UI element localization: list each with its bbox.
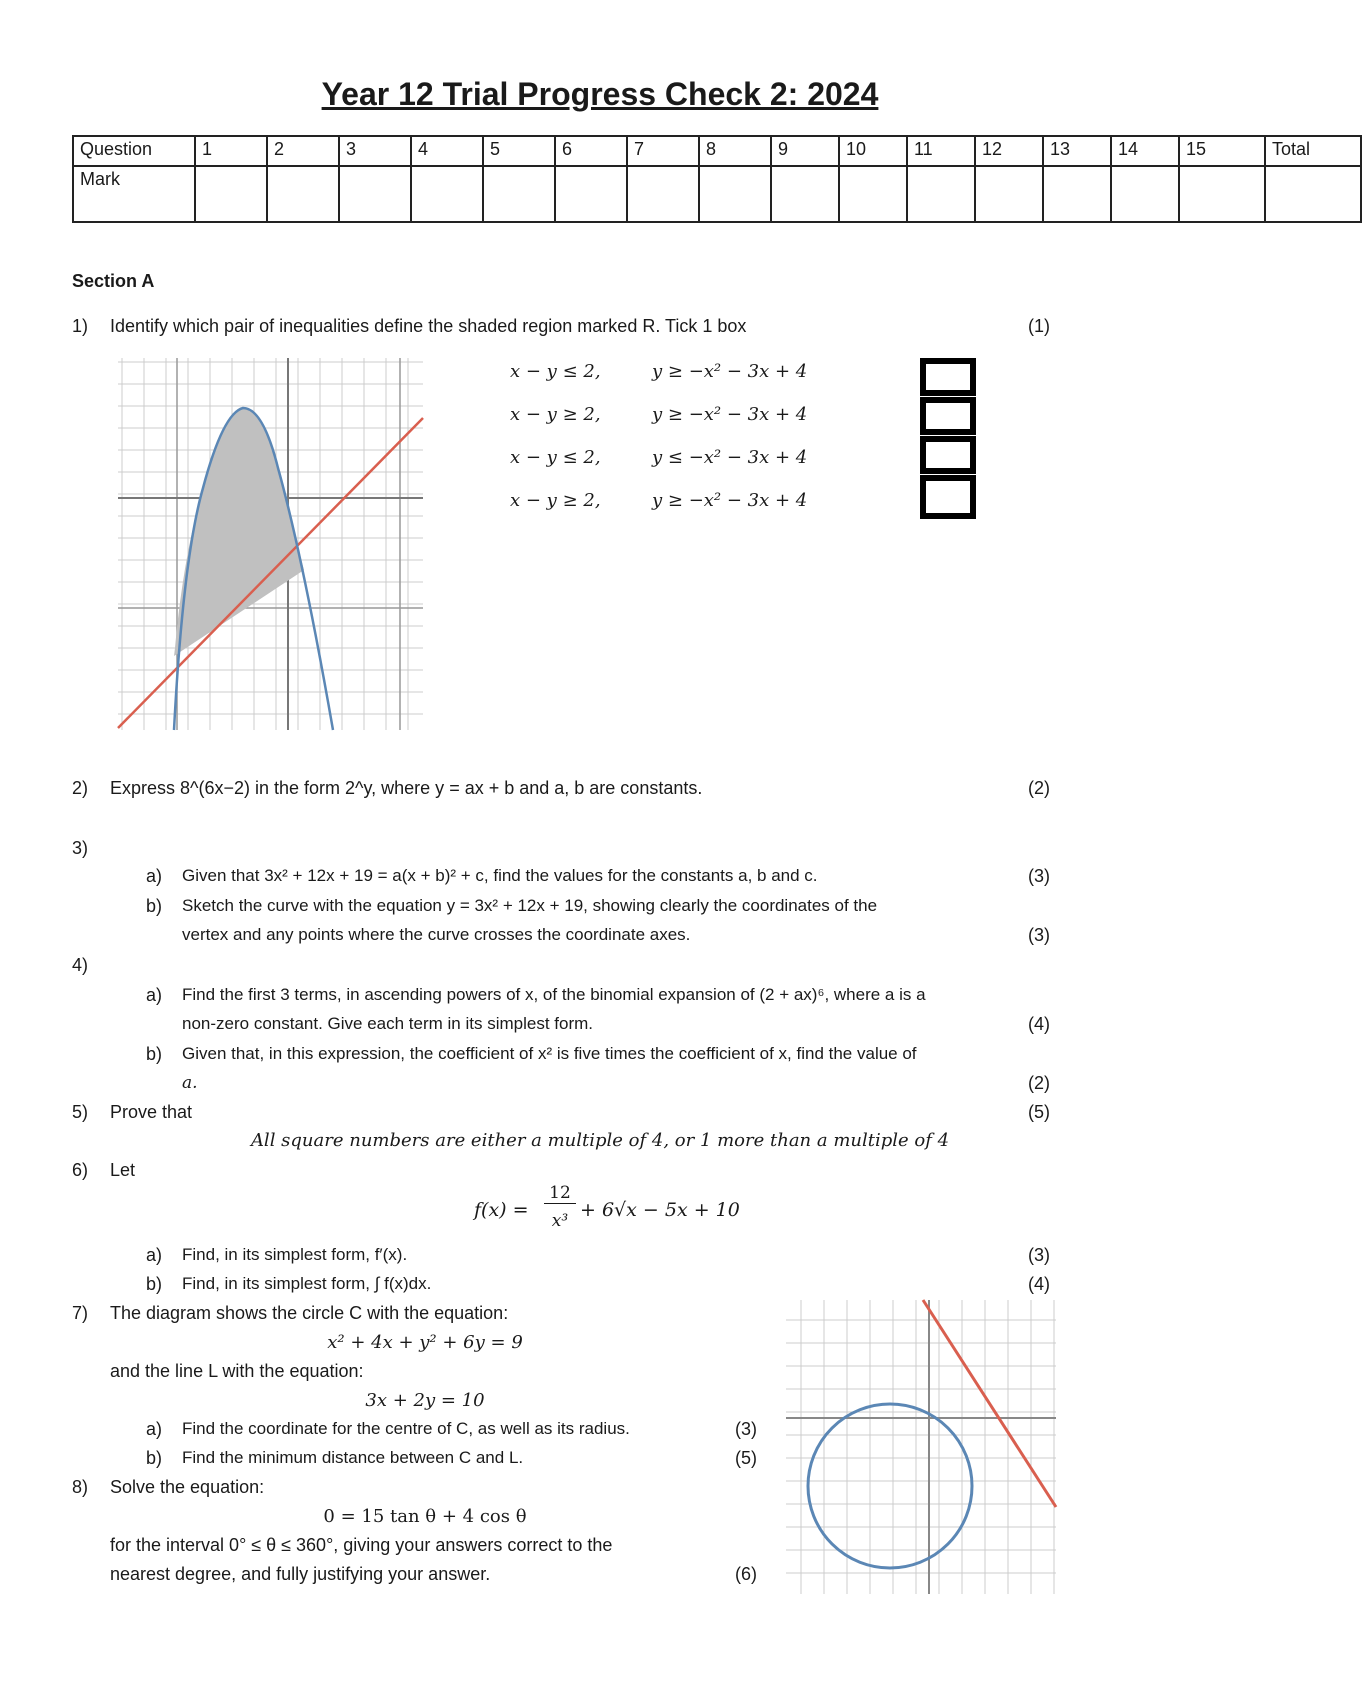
q1-option-4-left: x − y ≥ 2, <box>510 490 601 511</box>
mark-table-header-cell: 4 <box>411 136 483 166</box>
mark-table-header-cell: 14 <box>1111 136 1179 166</box>
section-heading: Section A <box>72 271 155 291</box>
q3-number: 3) <box>72 838 89 858</box>
q4-number: 4) <box>72 955 89 975</box>
mark-table-mark-cell[interactable] <box>771 166 839 222</box>
mark-table-header-cell: 5 <box>483 136 555 166</box>
mark-table-header-cell: 12 <box>975 136 1043 166</box>
q1-graph <box>118 358 423 730</box>
q4a-label: a) <box>146 985 163 1005</box>
q3a-label: a) <box>146 866 163 886</box>
q6-formula-rhs: + 6√x − 5x + 10 <box>580 1199 740 1221</box>
q8-number: 8) <box>72 1477 89 1497</box>
q1-tick-box-3[interactable] <box>920 436 976 474</box>
q4a-text-line1: Find the first 3 terms, in ascending powers of x, of the binomial expansion of (2 + ax)⁶, where a is a <box>182 985 926 1004</box>
q3b-marks: (3) <box>1028 925 1050 945</box>
q2-text: Express 8^(6x−2) in the form 2^y, where y = ax + b and a, b are constants. <box>110 778 703 798</box>
q6-text: Let <box>110 1160 136 1180</box>
mark-table-header-cell: 7 <box>627 136 699 166</box>
q4b-text-line1: Given that, in this expression, the coefficient of x² is five times the coefficient of x, find the value of <box>182 1044 917 1063</box>
q6-fraction-denominator: x³ <box>551 1211 569 1231</box>
q7b-text: Find the minimum distance between C and L. <box>182 1448 524 1467</box>
mark-table-mark-cell[interactable] <box>339 166 411 222</box>
q5-number: 5) <box>72 1102 89 1122</box>
q6a-marks: (3) <box>1028 1245 1050 1265</box>
mark-table-header-cell: 15 <box>1179 136 1265 166</box>
q4a-text-line2: non-zero constant. Give each term in its simplest form. <box>182 1014 593 1033</box>
q1-option-1-left: x − y ≤ 2, <box>510 361 601 382</box>
q1-tick-box-4[interactable] <box>920 475 976 519</box>
q8-marks: (6) <box>735 1564 757 1584</box>
mark-table-mark-cell[interactable] <box>627 166 699 222</box>
q6-number: 6) <box>72 1160 89 1180</box>
q1-marks: (1) <box>1028 316 1050 336</box>
q6b-label: b) <box>146 1274 163 1294</box>
mark-table-mark-cell[interactable] <box>699 166 771 222</box>
q7b-label: b) <box>146 1448 163 1468</box>
mark-table-header-cell: 2 <box>267 136 339 166</box>
mark-table-mark-cell[interactable] <box>1043 166 1111 222</box>
q7a-label: a) <box>146 1419 163 1439</box>
q3a-marks: (3) <box>1028 866 1050 886</box>
q5-statement: All square numbers are either a multiple of 4, or 1 more than a multiple of 4 <box>250 1130 950 1151</box>
mark-table-mark-cell[interactable] <box>555 166 627 222</box>
q8-equation: 0 = 15 tan θ + 4 cos θ <box>323 1506 527 1527</box>
mark-table-mark-label: Mark <box>73 166 195 222</box>
mark-table-mark-cell[interactable] <box>907 166 975 222</box>
mark-table-mark-cell[interactable] <box>483 166 555 222</box>
q4b-marks: (2) <box>1028 1073 1050 1093</box>
mark-table-header-cell: 10 <box>839 136 907 166</box>
q3b-label: b) <box>146 896 163 916</box>
mark-table-header-cell: 11 <box>907 136 975 166</box>
mark-table-question-label: Question <box>73 136 195 166</box>
q7-circle-equation: x² + 4x + y² + 6y = 9 <box>327 1332 523 1353</box>
q3b-text-line2: vertex and any points where the curve crosses the coordinate axes. <box>182 925 691 944</box>
mark-table-header-row <box>73 136 1361 166</box>
mark-table-header-cell: 9 <box>771 136 839 166</box>
mark-table-mark-cell[interactable] <box>1111 166 1179 222</box>
mark-table-mark-cell[interactable] <box>195 166 267 222</box>
mark-table-header-cell: Total <box>1265 136 1361 166</box>
q1-text: Identify which pair of inequalities define the shaded region marked R. Tick 1 box <box>110 316 747 336</box>
q6b-text: Find, in its simplest form, ∫ f(x)dx. <box>182 1274 432 1293</box>
mark-table-mark-cell[interactable] <box>411 166 483 222</box>
q6a-label: a) <box>146 1245 163 1265</box>
q7b-marks: (5) <box>735 1448 757 1468</box>
q1-option-3-right: y ≤ −x² − 3x + 4 <box>652 447 808 468</box>
q1-option-2-left: x − y ≥ 2, <box>510 404 601 425</box>
q7-number: 7) <box>72 1303 89 1323</box>
q7-grid <box>786 1300 1056 1594</box>
mark-table-mark-cell[interactable] <box>839 166 907 222</box>
q8-text-line1: for the interval 0° ≤ θ ≤ 360°, giving your answers correct to the <box>110 1535 613 1555</box>
q7a-marks: (3) <box>735 1419 757 1439</box>
q7-line <box>923 1300 1056 1507</box>
mark-table-header-cell: 6 <box>555 136 627 166</box>
mark-table-mark-cell[interactable] <box>975 166 1043 222</box>
q1-number: 1) <box>72 316 89 336</box>
q7a-text: Find the coordinate for the centre of C, as well as its radius. <box>182 1419 630 1438</box>
q1-tick-box-2[interactable] <box>920 397 976 435</box>
q7-graph <box>786 1300 1056 1594</box>
q7-text-1: The diagram shows the circle C with the equation: <box>110 1303 509 1323</box>
mark-table-mark-cell[interactable] <box>1265 166 1361 222</box>
mark-table <box>72 135 1362 223</box>
q2-marks: (2) <box>1028 778 1050 798</box>
mark-table-mark-row <box>73 166 1361 222</box>
q1-option-4-right: y ≥ −x² − 3x + 4 <box>652 490 808 511</box>
q4b-label: b) <box>146 1044 163 1064</box>
q6a-text: Find, in its simplest form, f′(x). <box>182 1245 408 1264</box>
q1-option-1-right: y ≥ −x² − 3x + 4 <box>652 361 808 382</box>
mark-table-mark-cell[interactable] <box>267 166 339 222</box>
q7-line-equation: 3x + 2y = 10 <box>365 1390 485 1411</box>
mark-table-header-cell: 1 <box>195 136 267 166</box>
q1-option-2-right: y ≥ −x² − 3x + 4 <box>652 404 808 425</box>
q8-text-line2: nearest degree, and fully justifying your answer. <box>110 1564 491 1584</box>
q2-number: 2) <box>72 778 89 798</box>
mark-table-mark-cell[interactable] <box>1179 166 1265 222</box>
q1-tick-box-1[interactable] <box>920 358 976 396</box>
q6-formula-lhs: f(x) = <box>474 1199 529 1221</box>
page-title: Year 12 Trial Progress Check 2: 2024 <box>321 76 879 112</box>
q4b-text-line2: a. <box>182 1073 198 1093</box>
mark-table-header-cell: 8 <box>699 136 771 166</box>
mark-table-header-cell: 13 <box>1043 136 1111 166</box>
q6-fraction-numerator: 12 <box>544 1183 576 1204</box>
q1-option-3-left: x − y ≤ 2, <box>510 447 601 468</box>
q4a-marks: (4) <box>1028 1014 1050 1034</box>
q5-marks: (5) <box>1028 1102 1050 1122</box>
q5-text: Prove that <box>110 1102 193 1122</box>
q6b-marks: (4) <box>1028 1274 1050 1294</box>
q3b-text-line1: Sketch the curve with the equation y = 3x² + 12x + 19, showing clearly the coordinates of the <box>182 896 878 915</box>
q7-text-2: and the line L with the equation: <box>110 1361 364 1381</box>
q8-text: Solve the equation: <box>110 1477 265 1497</box>
q7-circle <box>808 1404 972 1568</box>
mark-table-header-cell: 3 <box>339 136 411 166</box>
q3a-text: Given that 3x² + 12x + 19 = a(x + b)² + c, find the values for the constants a, b and c. <box>182 866 818 885</box>
